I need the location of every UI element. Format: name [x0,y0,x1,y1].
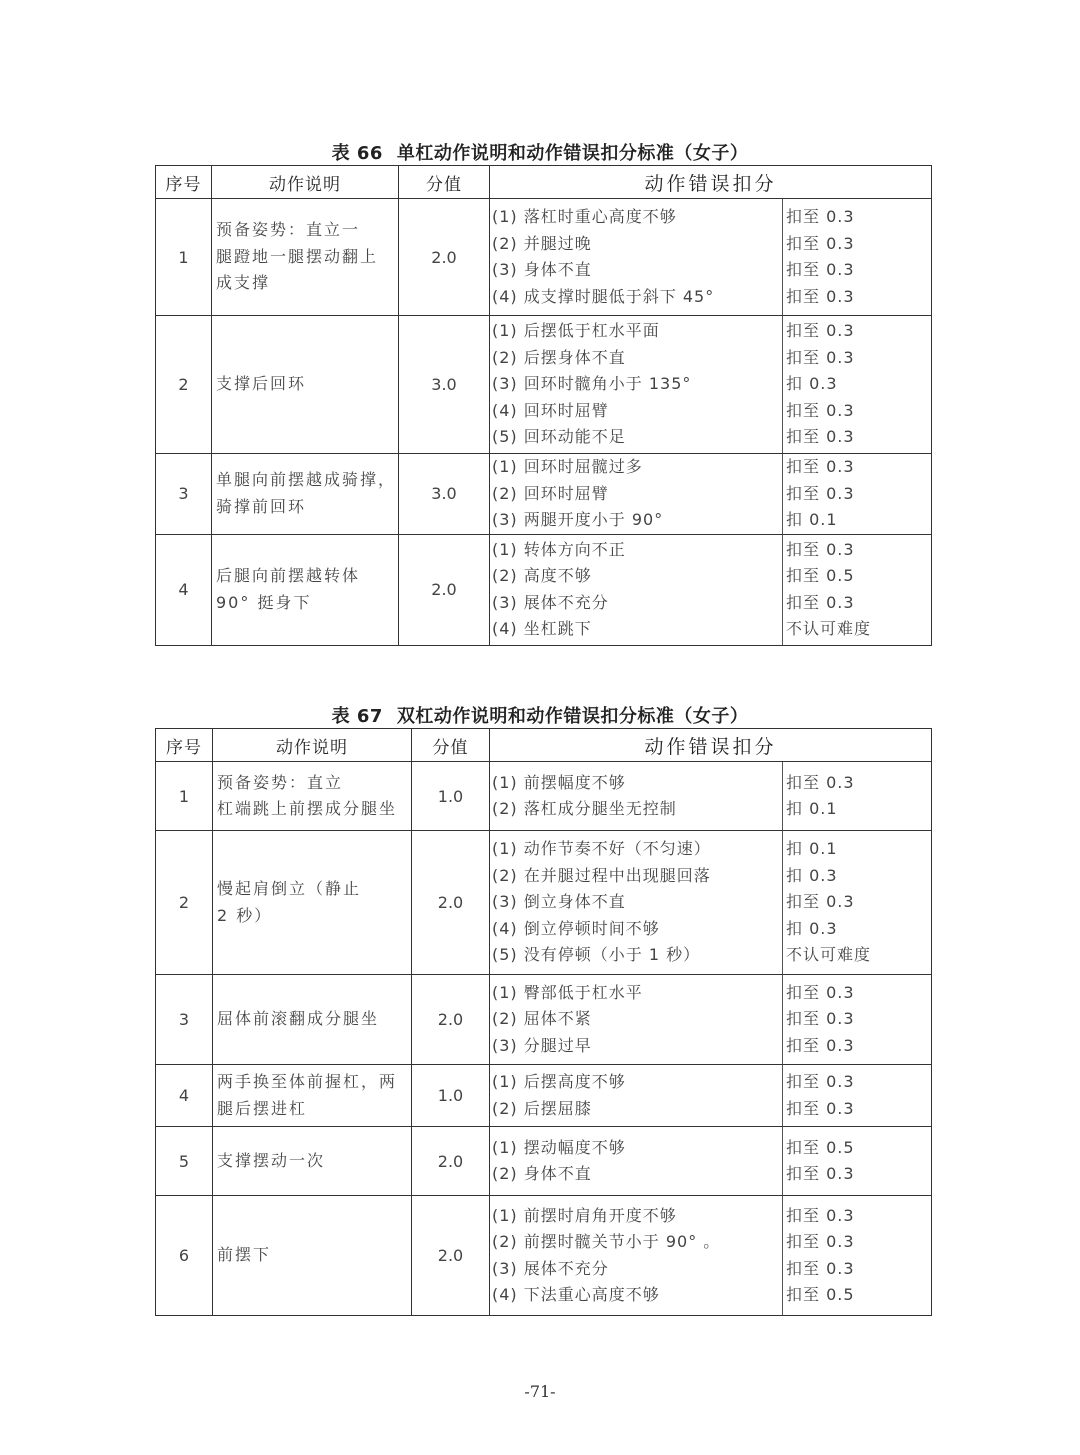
deduction-value: 扣至 0.3 [786,427,855,447]
description-line: 慢起肩倒立（静止 [217,879,362,898]
deduction-value: 扣 0.3 [786,865,838,885]
table-number: 表 67 [331,706,383,727]
table-number: 表 66 [331,143,383,164]
deduction-value: 扣至 0.3 [786,321,855,341]
row-description [213,831,412,975]
deduction-value: 扣至 0.3 [786,233,855,253]
row-description [212,316,399,454]
error-item: (1) 动作节奏不好（不匀速） [492,839,711,859]
description-line: 预备姿势：直立一 [216,220,361,240]
error-item: (2) 高度不够 [492,566,592,585]
table-66-caption [0,139,1080,165]
description-line: 屈体前滚翻成分腿坐 [217,1009,380,1029]
deduction-value: 扣 0.3 [786,918,838,938]
table-title: 单杠动作说明和动作错误扣分标准（女子） [396,143,749,164]
row-index: 1 [156,199,212,316]
error-item: (1) 转体方向不正 [492,539,626,559]
table-row [156,1065,932,1127]
error-item: (3) 展体不充分 [492,1258,609,1278]
table-66 [155,165,932,646]
error-item: (5) 回环动能不足 [492,427,626,447]
header-description: 动作说明 [212,166,399,199]
deduction-value: 扣至 0.5 [786,566,855,585]
row-deductions [783,762,932,831]
row-index: 6 [156,1196,213,1316]
description-line: 骑撑前回环 [216,496,307,516]
deduction-value: 扣至 0.3 [786,982,855,1002]
deduction-value: 扣至 0.3 [786,347,855,367]
deduction-value: 扣至 0.3 [786,483,855,503]
table-row [156,1196,932,1316]
description-line: 90° 挺身下 [216,592,312,612]
description-line: 2 秒） [217,905,273,925]
deduction-value: 扣 0.3 [786,374,838,394]
row-deductions [783,534,932,645]
deduction-value: 扣至 0.3 [786,400,855,420]
table-body [156,199,932,646]
description-line: 预备姿势：直立 [217,772,344,792]
error-item: (2) 屈体不紧 [492,1009,592,1029]
row-description [213,762,412,831]
error-item: (1) 前摆幅度不够 [492,772,626,792]
deduction-value: 扣至 0.3 [786,1072,855,1091]
row-deductions [783,1196,932,1316]
table-row [156,454,932,535]
error-item: (2) 前摆时髋关节小于 90° 。 [492,1232,721,1251]
row-score: 2.0 [399,534,490,645]
table-row [156,831,932,975]
header-score: 分值 [399,166,490,199]
row-index: 1 [156,762,213,831]
table-header-row [156,166,932,199]
row-score: 1.0 [412,762,490,831]
row-deductions [783,1127,932,1196]
error-item: (3) 身体不直 [492,260,592,279]
row-score: 2.0 [412,831,490,975]
description-line: 腿蹬地一腿摆动翻上 [216,246,379,266]
error-item: (1) 后摆低于杠水平面 [492,321,660,341]
row-score: 3.0 [399,316,490,454]
table-body [156,762,932,1316]
error-item: (1) 摆动幅度不够 [492,1137,626,1157]
row-deductions [783,1065,932,1127]
error-item: (1) 落杠时重心高度不够 [492,207,677,226]
deduction-value: 扣至 0.3 [786,1258,855,1278]
deduction-value: 扣至 0.5 [786,1285,855,1304]
row-score: 2.0 [412,975,490,1065]
row-deductions [783,454,932,535]
table-row [156,316,932,454]
page-number: -71- [524,1382,556,1401]
deduction-value: 扣至 0.5 [786,1137,855,1157]
header-index: 序号 [156,166,212,199]
deduction-value: 扣 0.1 [786,510,838,529]
row-errors [490,1127,783,1196]
deduction-value: 扣至 0.3 [786,592,855,612]
error-item: (1) 回环时屈髋过多 [492,457,643,476]
header-description: 动作说明 [213,729,412,762]
table-67 [155,728,932,1316]
error-item: (1) 后摆高度不够 [492,1072,626,1091]
description-line: 两手换至体前握杠，两 [217,1072,398,1091]
row-errors [490,199,783,316]
row-description [213,1065,412,1127]
error-item: (2) 并腿过晚 [492,233,592,253]
error-item: (4) 成支撑时腿低于斜下 45° [492,286,715,306]
table-header-row [156,729,932,762]
description-line: 前摆下 [217,1245,272,1265]
deduction-value: 扣至 0.3 [786,457,855,476]
row-deductions [783,199,932,316]
description-line: 单腿向前摆越成骑撑， [216,470,397,490]
row-description [213,975,412,1065]
table-row [156,534,932,645]
description-line: 杠端跳上前摆成分腿坐 [217,799,398,818]
table-row [156,1127,932,1196]
description-line: 成支撑 [216,273,271,293]
header-errors: 动作错误扣分 [490,729,932,762]
row-deductions [783,975,932,1065]
row-index: 4 [156,1065,213,1127]
deduction-value: 扣至 0.3 [786,772,855,792]
row-errors [490,1065,783,1127]
row-index: 2 [156,831,213,975]
row-index: 3 [156,454,212,535]
error-item: (3) 展体不充分 [492,592,609,612]
error-item: (2) 回环时屈臂 [492,483,609,503]
table-title: 双杠动作说明和动作错误扣分标准（女子） [396,706,749,727]
deduction-value: 扣至 0.3 [786,1035,855,1055]
table-row [156,975,932,1065]
row-score: 3.0 [399,454,490,535]
row-errors [490,1196,783,1316]
error-item: (4) 下法重心高度不够 [492,1285,660,1304]
error-item: (1) 前摆时肩角开度不够 [492,1205,677,1225]
row-index: 5 [156,1127,213,1196]
deduction-value: 不认可难度 [786,945,872,965]
error-item: (2) 后摆身体不直 [492,347,626,367]
header-index: 序号 [156,729,213,762]
error-item: (3) 两腿开度小于 90° [492,510,664,529]
deduction-value: 扣至 0.3 [786,892,855,912]
row-errors [490,534,783,645]
error-item: (1) 臀部低于杠水平 [492,982,643,1002]
error-item: (3) 倒立身体不直 [492,892,626,912]
row-description [213,1127,412,1196]
deduction-value: 扣 0.1 [786,799,838,818]
deduction-value: 扣至 0.3 [786,286,855,306]
deduction-value: 扣至 0.3 [786,260,855,279]
error-item: (5) 没有停顿（小于 1 秒） [492,945,701,965]
deduction-value: 扣至 0.3 [786,1205,855,1225]
deduction-value: 扣至 0.3 [786,1009,855,1029]
row-errors [490,454,783,535]
deduction-value: 扣至 0.3 [786,1164,855,1183]
row-errors [490,831,783,975]
error-item: (2) 在并腿过程中出现腿回落 [492,865,711,885]
row-index: 2 [156,316,212,454]
row-errors [490,316,783,454]
row-score: 2.0 [399,199,490,316]
deduction-value: 扣至 0.3 [786,1098,855,1118]
error-item: (4) 倒立停顿时间不够 [492,918,660,938]
row-description [213,1196,412,1316]
error-item: (2) 落杠成分腿坐无控制 [492,799,677,818]
deduction-value: 不认可难度 [786,619,872,638]
row-errors [490,975,783,1065]
table-row [156,762,932,831]
error-item: (4) 坐杠跳下 [492,619,592,638]
error-item: (2) 身体不直 [492,1164,592,1183]
error-item: (3) 分腿过早 [492,1035,592,1055]
row-description [212,199,399,316]
header-score: 分值 [412,729,490,762]
deduction-value: 扣至 0.3 [786,1232,855,1251]
header-errors: 动作错误扣分 [490,166,932,199]
table-67-caption [0,702,1080,728]
error-item: (3) 回环时髋角小于 135° [492,374,692,394]
row-deductions [783,831,932,975]
row-index: 4 [156,534,212,645]
deduction-value: 扣至 0.3 [786,539,855,559]
error-item: (4) 回环时屈臂 [492,400,609,420]
row-score: 2.0 [412,1196,490,1316]
deduction-value: 扣至 0.3 [786,207,855,226]
table-row [156,199,932,316]
row-description [212,454,399,535]
row-description [212,534,399,645]
description-line: 支撑后回环 [216,374,307,394]
deduction-value: 扣 0.1 [786,839,838,859]
row-index: 3 [156,975,213,1065]
row-score: 2.0 [412,1127,490,1196]
row-deductions [783,316,932,454]
description-line: 后腿向前摆越转体 [216,566,361,585]
description-line: 支撑摆动一次 [217,1150,326,1170]
row-score: 1.0 [412,1065,490,1127]
description-line: 腿后摆进杠 [217,1098,308,1118]
error-item: (2) 后摆屈膝 [492,1098,592,1118]
row-errors [490,762,783,831]
